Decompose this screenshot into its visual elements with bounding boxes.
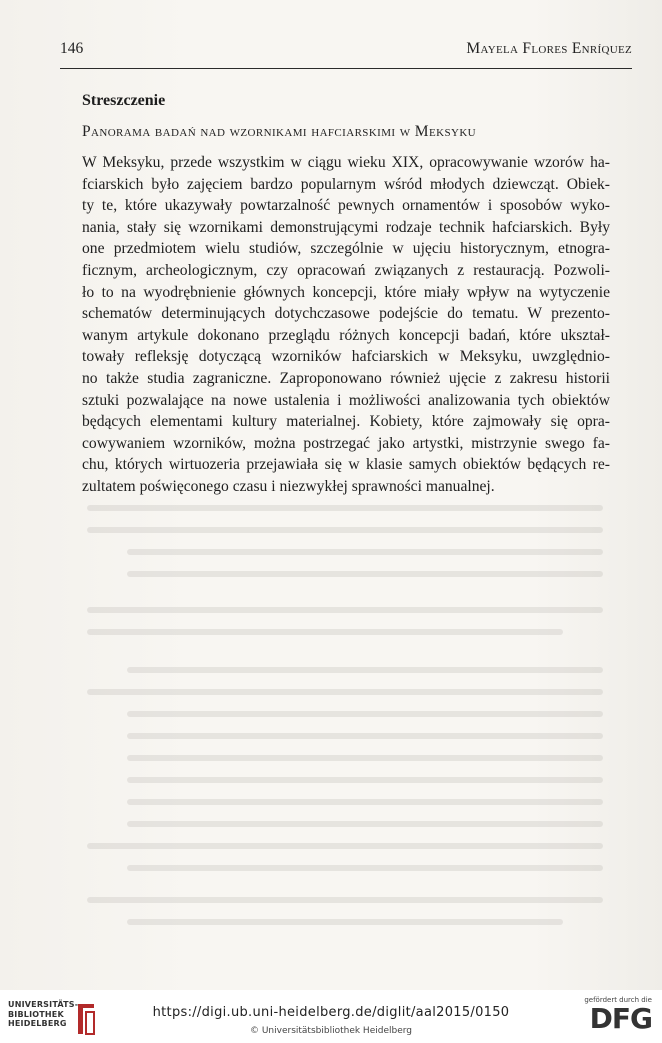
abstract-line: cowywaniem wzorników, można postrzegać jako artystki, mistrzynie swego fa- — [82, 434, 610, 452]
dfg-wordmark: DFG — [589, 1002, 652, 1035]
abstract-line: ło to na wyodrębnienie głównych koncepcji, które miały wpływ na wytyczenie — [82, 283, 610, 301]
header-rule — [60, 68, 632, 69]
abstract-line: ficznym, archeologicznym, czy opracowań związanych z restauracją. Pozwoli- — [82, 261, 610, 279]
abstract-body — [82, 152, 610, 498]
dfg-caption: gefördert durch die — [584, 996, 652, 1004]
abstract-line: towały refleksję dotyczącą wzorników hafciarskich w Meksyku, uwzględnio- — [82, 348, 610, 366]
digitization-footer — [0, 990, 662, 1043]
library-name-line: HEIDELBERG — [8, 1019, 67, 1028]
running-head: Mayela Flores Enríquez — [466, 40, 632, 57]
abstract-line: będących elementami kultury materialnej. Kobiety, które zajmowały się opra- — [82, 413, 610, 431]
abstract-line: wanym artykule dokonano przeglądu różnych koncepcji badań, które ukształ- — [82, 326, 610, 344]
abstract-line: ty te, które ukazywały powtarzalność pewnych ornamentów i sposobów wyko- — [82, 197, 610, 215]
page-header — [60, 40, 632, 62]
dfg-logo — [576, 996, 652, 1038]
copyright-notice: © Universitätsbibliothek Heidelberg — [249, 1026, 412, 1036]
abstract-line: sztuki pozwalające na nowe ustalenia i możliwości analizowania tych obiektów — [82, 391, 610, 409]
abstract-line: zultatem poświęconego czasu i niezwykłej sprawności manualnej. — [82, 477, 495, 495]
article-title: Panorama badań nad wzornikami hafciarskimi w Meksyku — [82, 123, 477, 140]
abstract-line: one przedmiotem wielu studiów, szczególnie w ujęciu historycznym, etnogra- — [82, 240, 610, 258]
abstract-line: no także studia zagraniczne. Zaproponowano również ujęcie z zakresu historii — [82, 369, 610, 387]
library-name-line: BIBLIOTHEK — [8, 1009, 64, 1019]
library-name-line: UNIVERSITÄTS- — [8, 1000, 79, 1009]
page-number: 146 — [60, 40, 84, 57]
abstract-line: chu, których wirtuozeria przejawiała się w klasie samych obiektów będących re- — [82, 456, 610, 474]
section-heading: Streszczenie — [82, 92, 166, 109]
abstract-line: schematów determinujących dotychczasowe podejście do tematu. W prezento- — [82, 305, 610, 323]
abstract-line: fciarskich było zajęciem bardzo popularnym wśród młodych dziewcząt. Obiek- — [82, 175, 610, 193]
abstract-line: W Meksyku, przede wszystkim w ciągu wieku XIX, opracowywanie wzorów ha- — [82, 154, 610, 171]
permalink-url[interactable]: https://digi.ub.uni-heidelberg.de/diglit/aal2015/0150 — [152, 1005, 510, 1020]
abstract-line: nania, stały się wzornikami demonstrującymi rodzaje technik hafciarskich. Były — [82, 218, 610, 236]
